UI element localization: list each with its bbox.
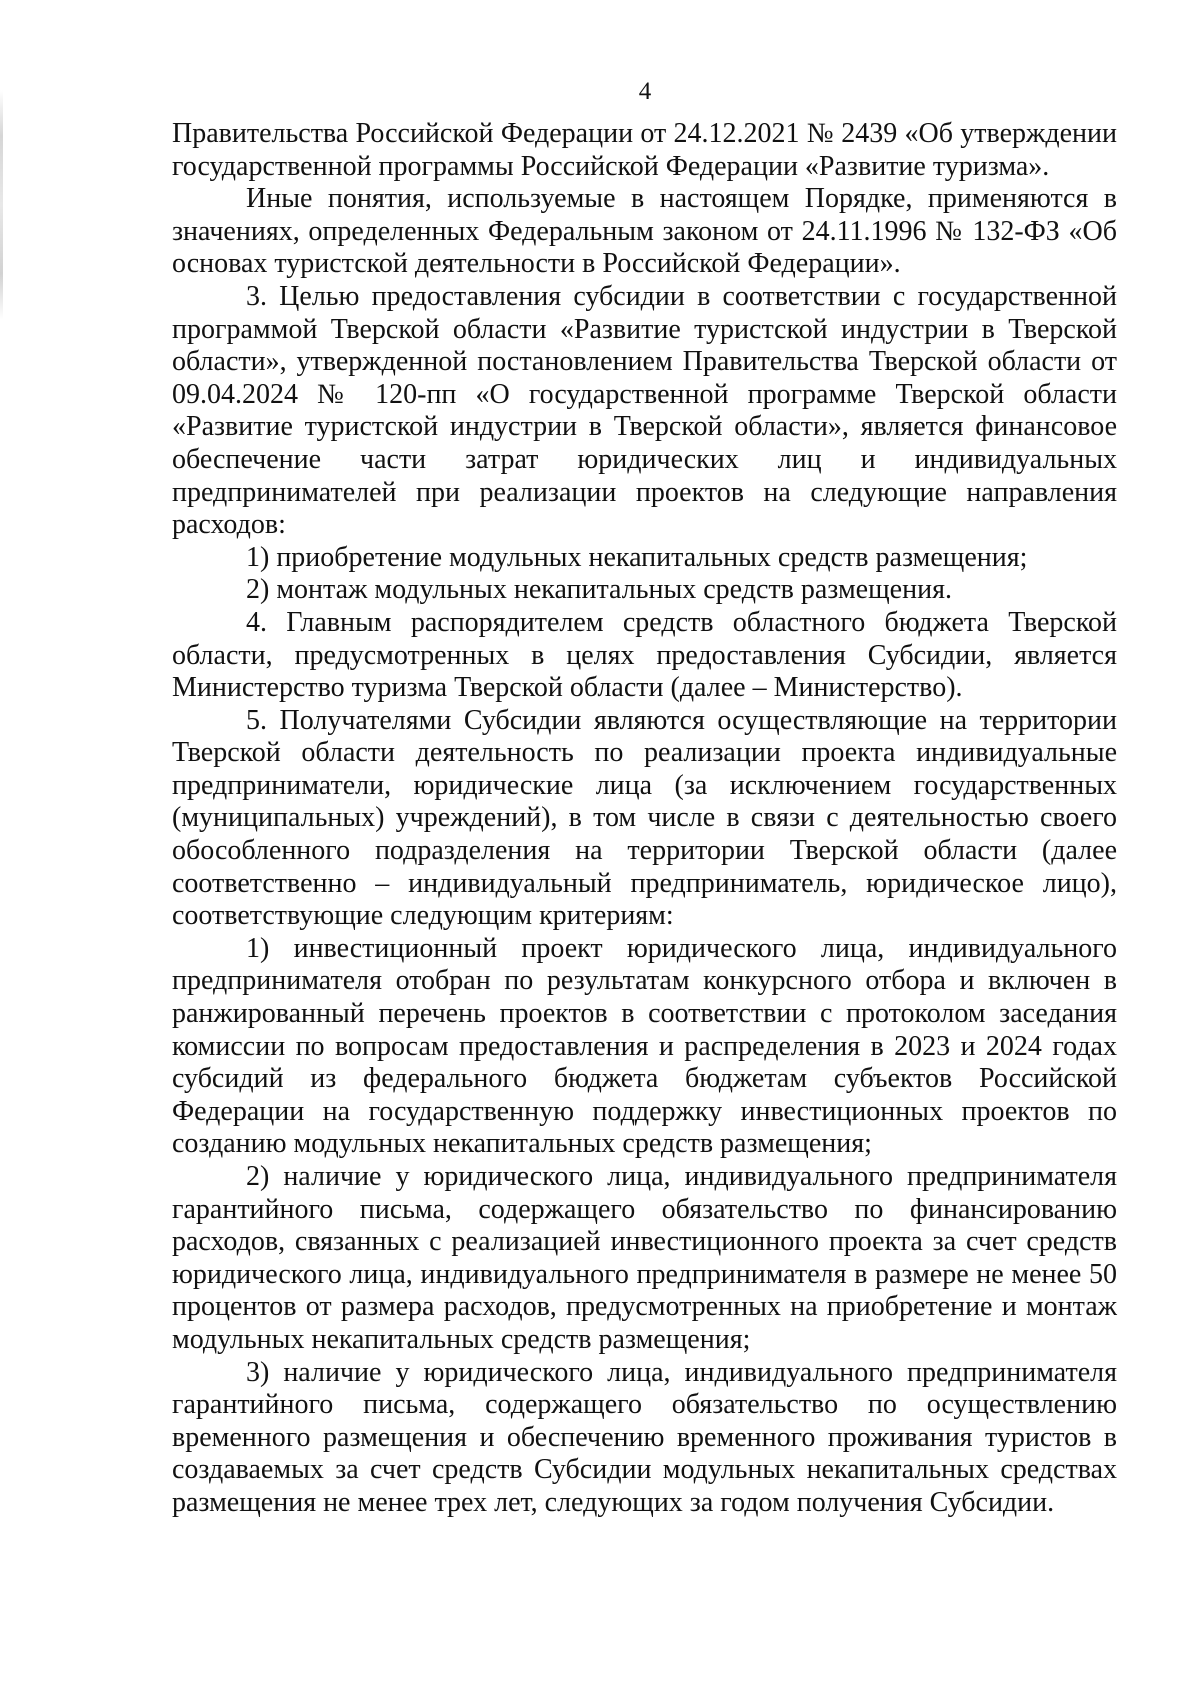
document-body <box>172 118 1117 1520</box>
clause-3-item-2: 2) монтаж модульных некапитальных средств размещения. <box>246 574 952 606</box>
clause-5-paragraph: 5. Получателями Субсидии являются осуществляющие на территории Тверской области деятельность по реализации проекта индивидуальные предприниматели, юридические лица (за исключением государственных (муниципальных) учреждений), в том числе в связи с деятельностью своего обособленного подразделения на территории Тверской области (далее соответственно – индивидуальный предприниматель, юридическое лицо), соответствующие следующим критериям: <box>172 704 1117 932</box>
clause-4-paragraph: 4. Главным распорядителем средств областного бюджета Тверской области, предусмотренных в целях предоставления Субсидии, является Министерство туризма Тверской области (далее – Министерство). <box>172 606 1117 704</box>
clause-3-paragraph: 3. Целью предоставления субсидии в соответствии с государственной программой Тверской области «Развитие туристской индустрии в Тверской области», утвержденной постановлением Правительства Тверской области от 09.04.2024 № 120-пп «О государственной программе Тверской области «Развитие туристской индустрии в Тверской области», является финансовое обеспечение части затрат юридических лиц и индивидуальных предпринимателей при реализации проектов на следующие направления расходов: <box>172 280 1117 541</box>
clause-5-item-3: 3) наличие у юридического лица, индивидуального предпринимателя гарантийного письма, содержащего обязательство по осуществлению временного размещения и обеспечению временного проживания туристов в создаваемых за счет средств Субсидии модульных некапитальных средствах размещения не менее трех лет, следующих за годом получения Субсидии. <box>172 1356 1117 1518</box>
scan-edge-artifact <box>0 90 3 320</box>
clause-3-item-1: 1) приобретение модульных некапитальных средств размещения; <box>246 541 1028 573</box>
paragraph: Иные понятия, используемые в настоящем Порядке, применяются в значениях, определенных Федеральным законом от 24.11.1996 № 132-ФЗ «Об основах туристской деятельности в Российской Федерации». <box>172 183 1117 280</box>
paragraph: Правительства Российской Федерации от 24.12.2021 № 2439 «Об утверждении государственной программы Российской Федерации «Развитие туризма». <box>172 118 1117 182</box>
page-number: 4 <box>638 78 652 105</box>
clause-5-item-1: 1) инвестиционный проект юридического лица, индивидуального предпринимателя отобран по результатам конкурсного отбора и включен в ранжированный перечень проектов в соответствии с протоколом заседания комиссии по вопросам предоставления и распределения в 2023 и 2024 годах субсидий из федерального бюджета бюджетам субъектов Российской Федерации на государственную поддержку инвестиционных проектов по созданию модульных некапитальных средств размещения; <box>172 932 1117 1160</box>
clause-5-item-2: 2) наличие у юридического лица, индивидуального предпринимателя гарантийного письма, содержащего обязательство по финансированию расходов, связанных с реализацией инвестиционного проекта за счет средств юридического лица, индивидуального предпринимателя в размере не менее 50 процентов от размера расходов, предусмотренных на приобретение и монтаж модульных некапитальных средств размещения; <box>172 1161 1117 1355</box>
